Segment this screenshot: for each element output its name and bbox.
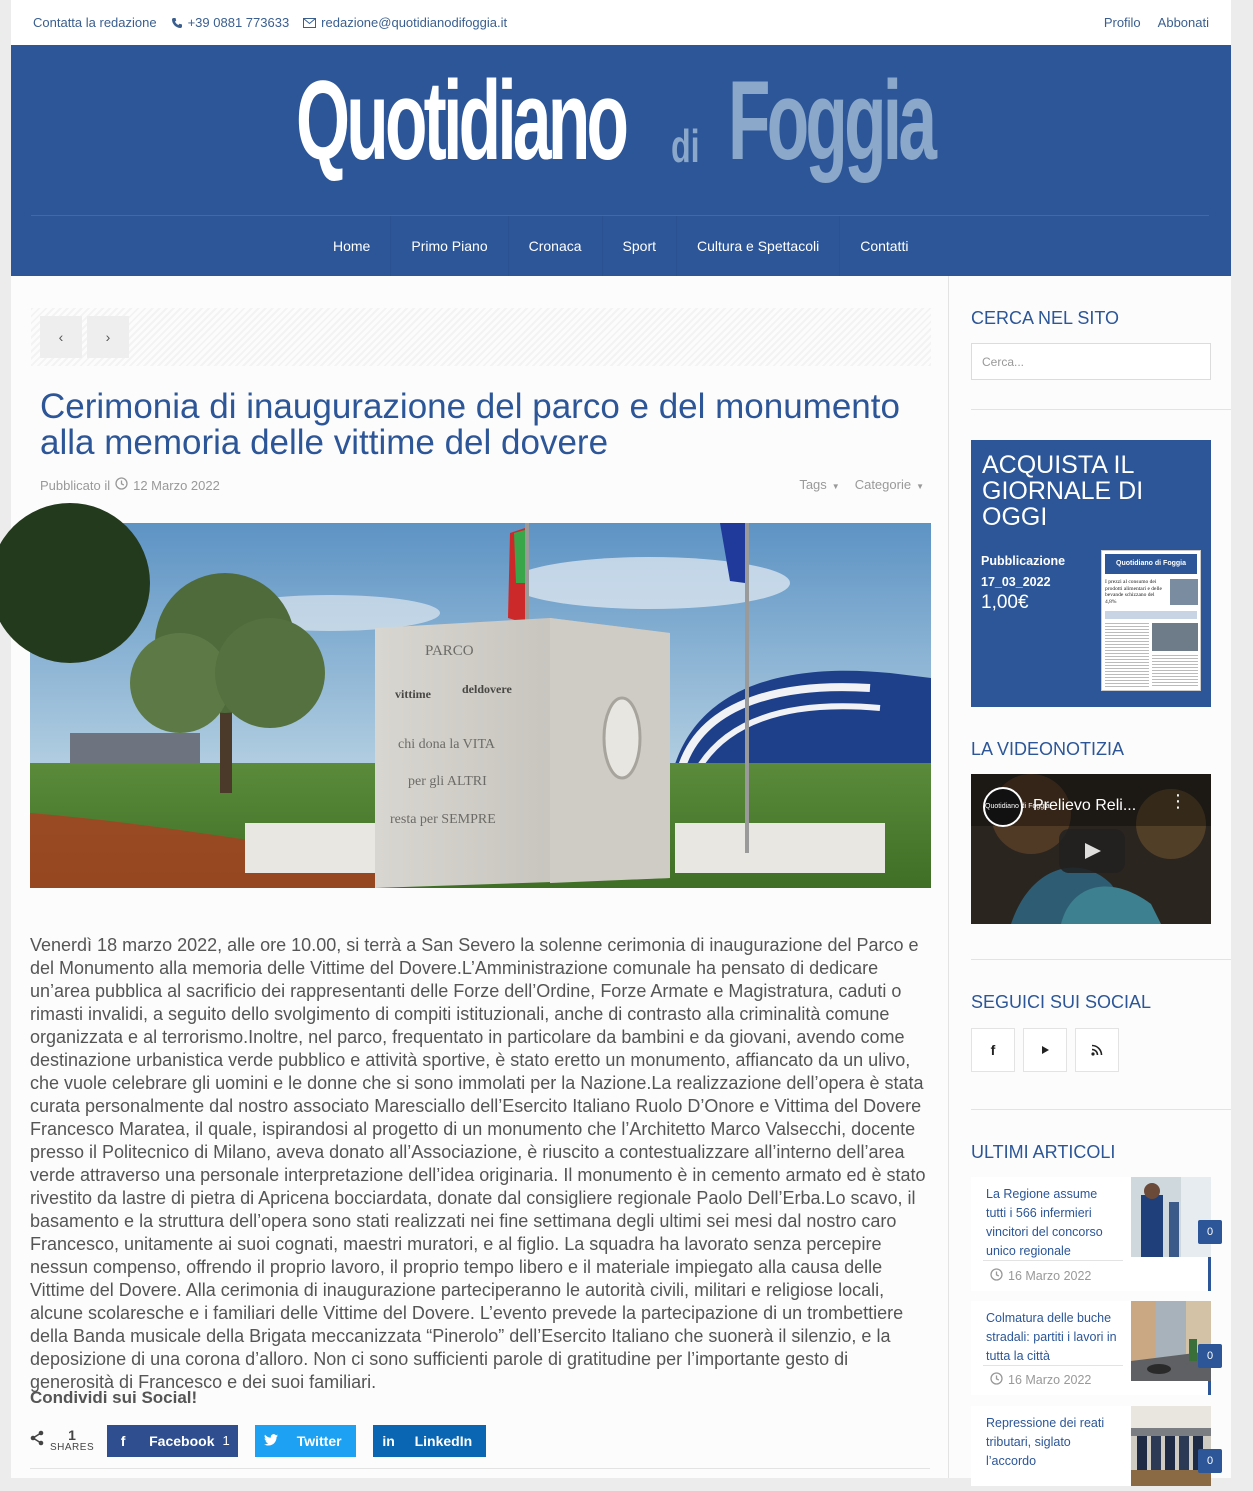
subscribe-link[interactable]: Abbonati [1157, 15, 1209, 30]
twitter-share-label: Twitter [296, 1432, 342, 1449]
comment-count-badge[interactable]: 0 [1198, 1344, 1222, 1368]
email-address: redazione@quotidianodifoggia.it [321, 15, 508, 30]
profile-link[interactable]: Profilo [1103, 15, 1141, 30]
main-nav [313, 216, 928, 276]
prev-post-button[interactable] [40, 316, 82, 358]
video-player[interactable] [971, 774, 1211, 924]
sidebar-divider [971, 1109, 1231, 1110]
play-button[interactable] [1059, 829, 1125, 873]
monument-text-line4: per gli ALTRI [408, 774, 487, 789]
phone-number: +39 0881 773633 [187, 15, 290, 30]
clock-icon [990, 1268, 1003, 1284]
nav-home[interactable]: Home [313, 216, 391, 276]
latest-articles-title: ULTIMI ARTICOLI [971, 1142, 1116, 1162]
latest-article-item[interactable] [971, 1406, 1211, 1486]
cover-column-2 [1152, 655, 1198, 687]
nav-contatti[interactable]: Contatti [860, 238, 909, 254]
site-header [11, 45, 1231, 276]
channel-avatar[interactable]: Quotidiano di Foggia [983, 787, 1023, 827]
clock-icon [990, 1372, 1003, 1388]
chevron-right-icon: › [105, 329, 111, 345]
facebook-share-button[interactable] [107, 1425, 238, 1457]
site-logo[interactable] [296, 58, 956, 215]
sidebar-divider [971, 959, 1231, 960]
comment-count-badge[interactable]: 0 [1198, 1449, 1222, 1473]
facebook-icon: f [120, 1432, 126, 1449]
caret-down-icon: ▼ [831, 482, 840, 491]
envelope-icon [303, 18, 316, 28]
buy-newspaper-widget[interactable] [971, 440, 1211, 707]
latest-article-title[interactable]: Repressione dei reati tributari, siglato l’accordo [986, 1416, 1105, 1468]
search-input[interactable]: Cerca... [971, 343, 1211, 380]
published-date: 12 Marzo 2022 [133, 477, 220, 493]
video-widget-title: LA VIDEONOTIZIA [971, 739, 1125, 759]
post-pager [31, 308, 931, 366]
date-text: 16 Marzo 2022 [1008, 1373, 1092, 1387]
monument-text-vittime: vittime [395, 687, 431, 701]
logo-word-quotidiano: Quotidiano [296, 58, 626, 183]
facebook-share-count: 1 [222, 1433, 230, 1448]
article-body: Venerdì 18 marzo 2022, alle ore 10.00, si terrà a San Severo la solenne cerimonia di inaugurazione del Parco e del Monumento alla memoria delle Vittime del Dovere.L’Amministrazione comunale ha pensato di dedicare un’area pubblica al sacrificio dei rappresentanti delle Forze dell’Ordine, Forze Armate e Magistratura, caduti o rimasti invalidi, a seguito dello svolgimento di compiti istituzionali, anche di contrasto alla criminalità comune organizzata e al terrorismo.Inoltre, nel parco, frequentato in particolare da bambini e da giovani, avendo come destinazione urbanistica verde pubblico e attività sportive, è stato eretto un monumento, affiancato da un ulivo, che vuole celebrare gli uomini e le donne che si sono immolati per la Nazione.La realizzazione dell’opera è stata curata personalmente dal nostro associato Maresciallo dell’Esercito Italiano Ruolo D’Onore e Vittima del Dovere Francesco Maratea, il quale, ispirandosi al progetto di un monumento che l’Architetto Marco Valsecchi, docente presso il Politecnico di Milano, aveva donato all’Associazione, è riuscito a contestualizzare all’interno dell’area verde attraverso una personale interpretazione dell’idea originaria. Il monumento è in cemento armato ed è stato rivestito da lastre di pietra di Apricena bocciardata, donate dal consigliere regionale Paolo Dell’Erba.Lo scavo, il basamento e la struttura dell’opera sono stati realizzati nei fine settimana degli ultimi sei mesi dal nostro caro Francesco, unitamente ai suoi cognati, maestri muratori, e al figlio. La squadra ha lavorato senza percepire nessun compenso, offrendo il proprio lavoro, il proprio tempo libero e il materiale impiegato alla causa delle Vittime del Dovere. Alla cerimonia di inaugurazione parteciperanno le autorità civili, militari e religiose locali, alcune scolaresche e i familiari delle Vittime del Dovere. L’evento prevede la partecipazione di un trombettiere della Banda musicale della Brigata meccanizzata “Pinerolo” dell’Esercito Italiano che suonerà il silenzio, e la deposizione di una corona d’alloro. Non ci sono sufficienti parole di gratitudine per l’importante gesto di generosità di Francesco e dei suoi familiari. [30, 935, 926, 1392]
article-taxonomy [799, 477, 924, 492]
cover-photo [1170, 579, 1198, 605]
page [11, 0, 1231, 1478]
categories-label: Categorie [854, 477, 912, 492]
rss-follow-button[interactable] [1075, 1028, 1119, 1072]
latest-article-thumbnail[interactable] [1131, 1301, 1211, 1381]
phone-icon [171, 17, 183, 29]
cover-subhead [1105, 611, 1197, 619]
share-icon [30, 1430, 44, 1451]
article-hero-image [30, 523, 931, 888]
latest-article-thumbnail[interactable] [1131, 1177, 1211, 1257]
chevron-left-icon: ‹ [58, 329, 64, 345]
nav-sport[interactable]: Sport [603, 216, 677, 276]
newspaper-cover-thumbnail[interactable] [1101, 550, 1201, 691]
main-content [11, 276, 949, 1478]
article-title: Cerimonia di inaugurazione del parco e del monumento alla memoria delle vittime del dovere [40, 387, 900, 462]
latest-article-title[interactable]: La Regione assume tutti i 566 infermieri vincitori del concorso unico regionale [986, 1187, 1103, 1258]
rss-icon [1091, 1044, 1103, 1056]
more-options-icon[interactable]: ⋮ [1169, 791, 1187, 811]
play-icon [1040, 1045, 1050, 1055]
youtube-follow-button[interactable] [1023, 1028, 1067, 1072]
logo-word-foggia: Foggia [728, 58, 934, 183]
tags-label: Tags [799, 477, 827, 492]
categories-dropdown[interactable] [855, 477, 924, 492]
linkedin-icon: in [382, 1432, 395, 1449]
play-icon [1059, 829, 1125, 873]
date-text: 16 Marzo 2022 [1008, 1269, 1092, 1283]
share-buttons [30, 1424, 503, 1457]
share-count: 1 [68, 1427, 76, 1443]
publication-date: 17_03_2022 [981, 575, 1051, 589]
video-title: Prelievo Reli... [1033, 797, 1137, 814]
latest-article-date [990, 1372, 1091, 1388]
facebook-share-label: Facebook [149, 1432, 215, 1449]
linkedin-share-button[interactable] [373, 1425, 487, 1457]
top-bar [11, 0, 1231, 45]
contact-link[interactable]: Contatta la redazione [33, 15, 157, 30]
share-counter [30, 1428, 94, 1453]
monument-text-parco: PARCO [425, 643, 474, 659]
cover-photo-2 [1152, 623, 1198, 651]
nav-cultura-spettacoli[interactable]: Cultura e Spettacoli [677, 216, 840, 276]
tags-dropdown[interactable] [799, 477, 839, 492]
publication-label: Pubblicazione [981, 554, 1066, 568]
monument-text-deldovere: deldovere [462, 682, 512, 696]
phone-link[interactable] [171, 15, 290, 30]
article-meta [40, 477, 220, 493]
clock-icon [115, 477, 128, 493]
monument-text-line3: chi dona la VITA [398, 737, 495, 752]
latest-article-thumbnail[interactable] [1131, 1406, 1211, 1486]
share-heading: Condividi sui Social! [30, 1388, 198, 1407]
latest-article-title[interactable]: Colmatura delle buche stradali: partiti i lavori in tutta la città [986, 1311, 1117, 1363]
facebook-icon: f [990, 1042, 996, 1058]
caret-down-icon: ▼ [916, 482, 924, 491]
nav-primo-piano[interactable]: Primo Piano [391, 216, 508, 276]
publication-info [981, 551, 1065, 593]
next-post-button[interactable] [87, 316, 129, 358]
item-divider [983, 1260, 1123, 1261]
facebook-follow-button[interactable] [971, 1028, 1015, 1072]
share-count-label: SHARES [50, 1442, 95, 1453]
comment-count-badge[interactable]: 0 [1198, 1220, 1222, 1244]
linkedin-share-label: LinkedIn [414, 1432, 473, 1449]
latest-article-item[interactable] [971, 1301, 1211, 1395]
footer-divider [30, 1468, 930, 1469]
logo-word-di: di [671, 120, 700, 172]
publication-price: 1,00€ [981, 592, 1029, 613]
twitter-icon [255, 1433, 287, 1449]
twitter-share-button[interactable] [255, 1425, 356, 1457]
monument-text-line5: resta per SEMPRE [390, 812, 496, 827]
email-link[interactable] [303, 15, 507, 30]
published-label: Pubblicato il [40, 477, 111, 493]
cover-headline: I prezzi al consumo dei prodotti alimentari e delle bevande schizzano del 4,8% [1105, 579, 1162, 605]
item-divider [983, 1365, 1123, 1366]
sidebar-divider [971, 409, 1231, 410]
buy-widget-title: ACQUISTA IL GIORNALE DI OGGI [982, 451, 1144, 531]
cover-masthead: Quotidiano di Foggia [1105, 554, 1197, 574]
latest-article-item[interactable] [971, 1177, 1211, 1291]
cover-column [1105, 623, 1149, 687]
nav-cronaca[interactable]: Cronaca [509, 216, 603, 276]
social-widget-title: SEGUICI SUI SOCIAL [971, 992, 1152, 1012]
search-widget-title: CERCA NEL SITO [971, 308, 1120, 328]
social-follow-buttons [971, 1028, 1119, 1072]
latest-article-date [990, 1268, 1091, 1284]
